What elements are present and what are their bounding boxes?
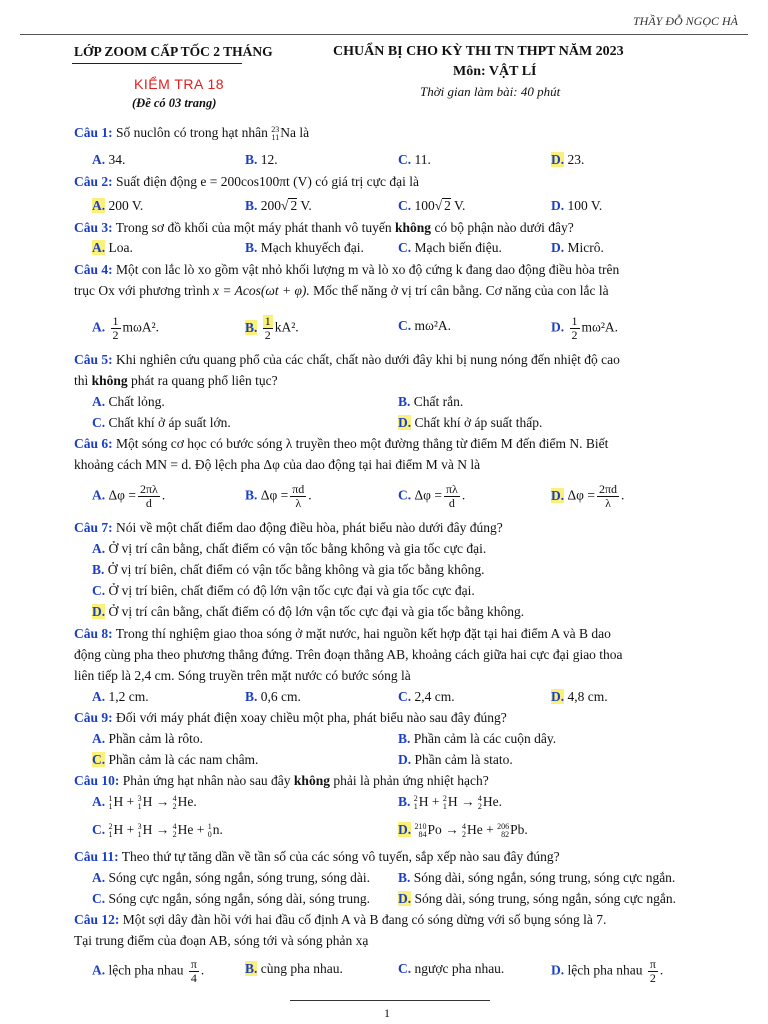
page-number: 1 xyxy=(384,1006,390,1020)
option-a[interactable]: A. Ở vị trí cân bằng, chất điểm có vận tốc bằng không và gia tốc cực đại. xyxy=(92,541,487,556)
option-d[interactable]: D. 4,8 cm. xyxy=(551,689,608,704)
isotope-notation: 23 11 xyxy=(271,124,280,142)
option-b[interactable]: B. 2 1 H + 2 1 H → 4 2 He. xyxy=(398,793,503,811)
option-a[interactable]: A. lệch pha nhau $\frac{\pi}{4}$ . xyxy=(92,957,205,985)
option-b[interactable]: B. Mạch khuyếch đại. xyxy=(245,240,364,255)
question-12: Câu 12: Một sợi dây đàn hồi với hai đầu cố định A và B đang có sóng dừng với số bụng sóng là 7. Tại trung điểm của đoạn AB, sóng tới và sóng phản xạ xyxy=(74,912,607,948)
subject: Môn: VẬT LÍ xyxy=(453,64,537,79)
option-a[interactable]: A. 1,2 cm. xyxy=(92,689,149,704)
question-1: Câu 1: Số nuclôn có trong hạt nhân 23 11 Na là xyxy=(74,124,310,142)
exam-title: CHUẨN BỊ CHO KỲ THI TN THPT NĂM 2023 xyxy=(333,44,624,59)
option-b[interactable]: B. Chất rắn. xyxy=(398,394,464,409)
option-a[interactable]: A. Loa. xyxy=(92,240,133,255)
question-5: Câu 5: Khi nghiên cứu quang phổ của các chất, chất nào dưới đây khi bị nung nóng đến nhiệt độ cao thì không phát ra quang phổ liên tục? xyxy=(74,352,620,388)
option-b[interactable]: B. cùng pha nhau. xyxy=(245,961,343,976)
option-d[interactable]: D. $\frac{1}{2}$ mω²A. xyxy=(551,314,619,342)
option-c[interactable]: C. Sóng cực ngắn, sóng ngắn, sóng dài, sóng trung. xyxy=(92,891,371,906)
option-c[interactable]: C. Mạch biến điệu. xyxy=(398,240,502,255)
question-7: Câu 7: Nói về một chất điểm dao động điều hòa, phát biểu nào dưới đây đúng? xyxy=(74,520,503,535)
option-c[interactable]: C. 2 1 H + 3 1 H → 4 2 He + 1 0 n. xyxy=(92,821,223,839)
option-d[interactable]: D. 210 84 Po → 4 2 He + 206 82 Pb. xyxy=(398,821,528,839)
option-d[interactable]: D. Δφ = $\frac{2\pi d}{\lambda}$ . xyxy=(551,482,625,510)
question-3: Câu 3: Trong sơ đồ khối của một máy phát thanh vô tuyến không có bộ phận nào dưới đây? xyxy=(74,220,574,235)
option-c[interactable]: C. 2,4 cm. xyxy=(398,689,455,704)
option-d[interactable]: D. Phần cảm là stato. xyxy=(398,752,513,767)
option-d[interactable]: D. Micrô. xyxy=(551,240,604,255)
author-name: THẦY ĐỖ NGỌC HÀ xyxy=(632,14,738,28)
option-d[interactable]: D. Chất khí ở áp suất thấp. xyxy=(398,415,543,430)
question-8: Câu 8: Trong thí nghiệm giao thoa sóng ở mặt nước, hai nguồn kết hợp đặt tại hai điểm A và B dao động cùng pha theo phương thẳng đứng. Trên đoạn thẳng AB, khoảng cách giữa hai cực đại giao thoa liên tiếp là 2,4 cm. Sóng truyền trên mặt nước có bước sóng là xyxy=(74,626,623,683)
question-number: Câu 4: xyxy=(74,262,113,277)
option-d[interactable]: D. Sóng dài, sóng trung, sóng ngắn, sóng cực ngắn. xyxy=(398,891,677,906)
element-symbol: Na xyxy=(280,125,296,140)
question-number: Câu 5: xyxy=(74,352,113,367)
option-d[interactable]: D. 23. xyxy=(551,152,585,167)
question-4: Câu 4: Một con lắc lò xo gồm vật nhỏ khối lượng m và lò xo độ cứng k đang dao động điều hòa trên trục Ox với phương trình x = Acos(ωt + φ). Mốc thế năng ở vị trí cân bằng. Cơ năng của con lắc là xyxy=(74,262,620,298)
question-2 xyxy=(74,171,710,192)
option-a[interactable]: A. 200 V. xyxy=(92,198,144,213)
equation: x = Acos(ωt + φ). xyxy=(212,283,310,298)
question-10: Câu 10: Phản ứng hạt nhân nào sau đây không phải là phản ứng nhiệt hạch? xyxy=(74,773,489,788)
option-c[interactable]: C. ngược pha nhau. xyxy=(398,961,505,976)
question-text: Suất điện động e = 200cos100πt (V) có giá trị cực đại là xyxy=(116,174,419,189)
option-d[interactable]: D. Ở vị trí cân bằng, chất điểm có độ lớn vận tốc cực đại và gia tốc bằng không. xyxy=(92,604,525,619)
class-underline xyxy=(72,63,242,64)
class-name: LỚP ZOOM CẤP TỐC 2 THÁNG xyxy=(74,44,273,59)
option-b[interactable]: B. Ở vị trí biên, chất điểm có vận tốc bằng không và gia tốc bằng không. xyxy=(92,562,485,577)
question-text: Số nuclôn có trong hạt nhân xyxy=(116,125,268,140)
question-number: Câu 7: xyxy=(74,520,113,535)
time-note: Thời gian làm bài: 40 phút xyxy=(420,84,561,99)
question-number: Câu 2: xyxy=(74,174,113,189)
question-number: Câu 12: xyxy=(74,912,120,927)
option-a[interactable]: A. Sóng cực ngắn, sóng ngắn, sóng trung, sóng dài. xyxy=(92,870,371,885)
option-a[interactable]: A. Chất lỏng. xyxy=(92,394,165,409)
footer-divider xyxy=(290,1000,490,1001)
option-a[interactable]: A. $\frac{1}{2}$ mωA². xyxy=(92,314,160,342)
option-c[interactable]: C. 100√ 2 V. xyxy=(398,198,466,213)
option-c[interactable]: C. mω²A. xyxy=(398,318,452,333)
test-name: KIỂM TRA 18 xyxy=(134,76,225,92)
question-9: Câu 9: Đối với máy phát điện xoay chiều một pha, phát biểu nào sau đây đúng? xyxy=(74,710,507,725)
question-number: Câu 11: xyxy=(74,849,119,864)
question-number: Câu 1: xyxy=(74,125,113,140)
option-b[interactable]: B. Sóng dài, sóng ngắn, sóng trung, sóng cực ngắn. xyxy=(398,870,676,885)
option-b[interactable]: B. 0,6 cm. xyxy=(245,689,301,704)
option-b[interactable]: B. $\frac{1}{2}$ kA². xyxy=(245,314,299,342)
option-c[interactable]: C. Phần cảm là các nam châm. xyxy=(92,752,259,767)
option-a[interactable]: A. 34. xyxy=(92,152,126,167)
option-d[interactable]: D. lệch pha nhau $\frac{\pi}{2}$ . xyxy=(551,957,664,985)
option-c[interactable]: C. 11. xyxy=(398,152,431,167)
option-b[interactable]: B. Phần cảm là các cuộn dây. xyxy=(398,731,557,746)
option-c[interactable]: C. Chất khí ở áp suất lớn. xyxy=(92,415,231,430)
question-number: Câu 10: xyxy=(74,773,120,788)
question-number: Câu 3: xyxy=(74,220,113,235)
option-a[interactable]: A. Δφ = $\frac{2\pi\lambda}{d}$ . xyxy=(92,482,166,510)
question-number: Câu 9: xyxy=(74,710,113,725)
option-d[interactable]: D. 100 V. xyxy=(551,198,603,213)
question-6: Câu 6: Một sóng cơ học có bước sóng λ truyền theo một đường thẳng từ điểm M đến điểm N. Biết khoảng cách MN = d. Độ lệch pha Δφ của dao động tại hai điểm M và N là xyxy=(74,436,609,472)
option-b[interactable]: B. 12. xyxy=(245,152,278,167)
option-a[interactable]: A. Phần cảm là rôto. xyxy=(92,731,203,746)
header-divider xyxy=(20,34,748,35)
option-c[interactable]: C. Ở vị trí biên, chất điểm có độ lớn vận tốc cực đại và gia tốc cực đại. xyxy=(92,583,475,598)
option-b[interactable]: B. Δφ = $\frac{\pi d}{\lambda}$ . xyxy=(245,482,312,510)
option-a[interactable]: A. 1 1 H + 3 1 H → 4 2 He. xyxy=(92,793,197,811)
question-11: Câu 11: Theo thứ tự tăng dần về tần số của các sóng vô tuyến, sắp xếp nào sau đây đúng? xyxy=(74,849,560,864)
pages-note: (Đề có 03 trang) xyxy=(132,96,217,110)
question-number: Câu 6: xyxy=(74,436,113,451)
question-number: Câu 8: xyxy=(74,626,113,641)
option-c[interactable]: C. Δφ = $\frac{\pi\lambda}{d}$ . xyxy=(398,482,466,510)
option-b[interactable]: B. 200√ 2 V. xyxy=(245,198,312,213)
